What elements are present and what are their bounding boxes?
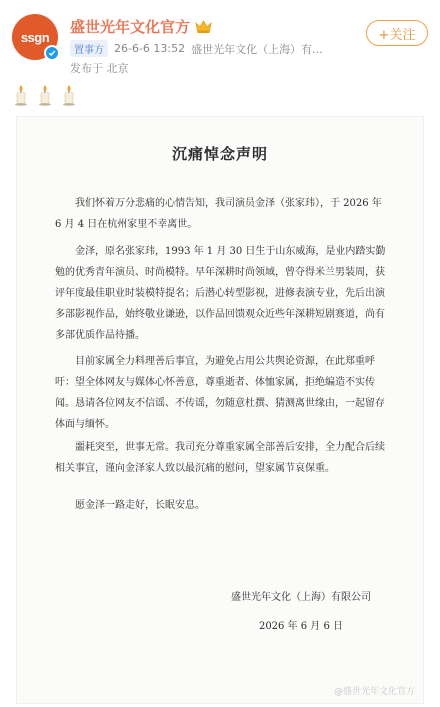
post-source[interactable]: 盛世光年文化（上海）有... [191,42,323,56]
account-name[interactable] [70,16,212,37]
verified-icon [44,45,60,61]
statement-paragraph: 噩耗突至，世事无常。我司充分尊重家属全部善后安排，全力配合后续相关事宜，谨向金泽家人致以最沉痛的慰问，望家属节哀保重。 [55,442,385,474]
follow-button[interactable] [366,20,428,46]
post-header [0,0,440,116]
publish-location: 发布于 北京 [70,62,129,75]
account-name-text: 盛世光年文化官方 [70,18,191,36]
statement-title: 沉痛悼念声明 [171,145,268,163]
statement-paragraph: 我们怀着万分悲痛的心情告知，我司演员金泽（张家玮），于 2026 年 6 月 4 日在杭州家里不幸离世。 [55,198,382,230]
statement-paragraph: 愿金泽一路走好，长眠安息。 [75,500,205,511]
tag-badge: 置事方 [70,40,108,57]
post-timestamp: 26-6-6 13:52 [114,42,186,55]
candle-icon [36,84,54,106]
statement-paragraph: 目前家属全力料理善后事宜，为避免占用公共舆论资源，在此郑重呼吁：望全体网友与媒体心怀善意，尊重逝者、体恤家属，拒绝编造不实传闻。恳请各位网友不信谣、不传谣，勿随意杜撰、猜测离世缘由，一起留存体面与缅怀。 [55,356,385,430]
avatar[interactable] [12,14,58,60]
statement-image[interactable] [16,116,424,704]
avatar-logo: ssgn [20,29,50,45]
signature-block [231,587,371,637]
post-meta [70,40,323,57]
candle-emoji-row [12,84,78,106]
candle-icon [60,84,78,106]
crown-icon [195,19,212,34]
watermark: @盛世光年文化官方 [333,687,415,697]
signature-company: 盛世光年文化（上海）有限公司 [231,592,371,603]
candle-icon [12,84,30,106]
signature-date: 2026 年 6 月 6 日 [258,621,344,632]
statement-paragraph: 金泽，原名张家玮，1993 年 1 月 30 日生于山东威海，是业内踏实勤勉的优秀青年演员、时尚模特。早年深耕时尚领域，曾夺得米兰男装周，获评年度最佳职业时装模特提名；后潜心转型影视，进修表演专业，先后出演多部影视作品，始终敬业谦逊，以作品回馈观众近些年深耕短剧赛道，尚有多部优质作品待播。 [55,246,386,341]
follow-label: +关注 [378,27,416,43]
